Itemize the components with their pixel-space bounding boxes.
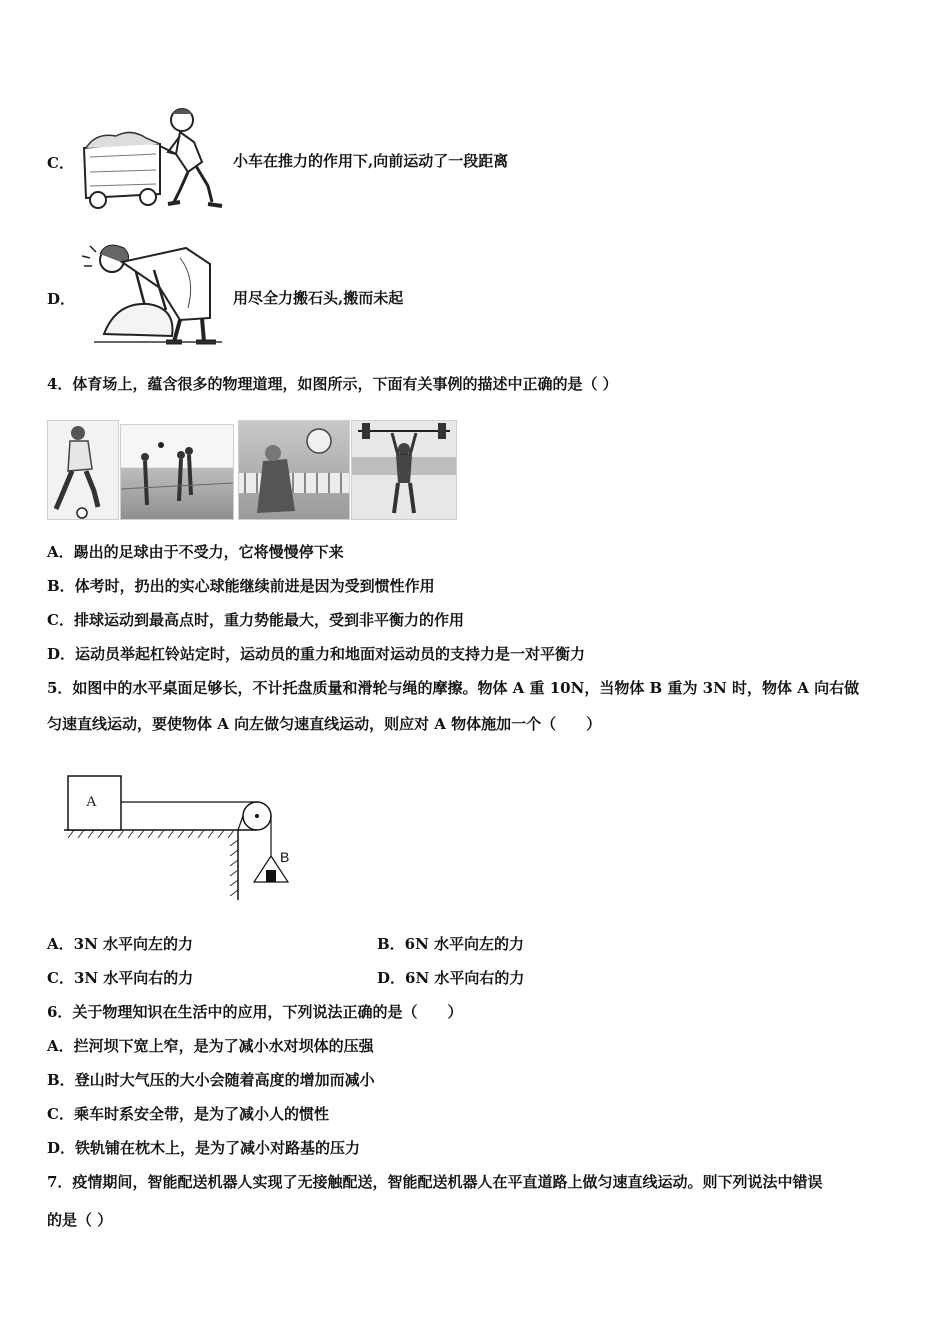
pushing-cart-illustration: [76, 102, 226, 212]
q5-stem-line1: 5．如图中的水平桌面足够长，不计托盘质量和滑轮与绳的摩擦。物体 A 重 10N，当物体 B 重为 3N 时，物体 A 向右做: [47, 679, 860, 697]
q6-stem: 6．关于物理知识在生活中的应用，下列说法正确的是（ ）: [47, 1003, 463, 1021]
block-a-label: A: [86, 794, 97, 810]
q3-option-c-label: C．: [47, 154, 74, 172]
q5-option-d: D．6N 水平向右的力: [377, 969, 525, 987]
soccer-kick-photo: [47, 420, 119, 520]
q4-option-b: B．体考时，扔出的实心球能继续前进是因为受到惯性作用: [47, 577, 435, 595]
q4-stem: 4．体育场上，蕴含很多的物理道理，如图所示，下面有关事例的描述中正确的是（ ）: [47, 375, 618, 393]
lifting-rock-illustration: [76, 238, 226, 348]
q6-option-c: C．乘车时系安全带，是为了减小人的惯性: [47, 1105, 329, 1123]
q4-option-d: D．运动员举起杠铃站定时，运动员的重力和地面对运动员的支持力是一对平衡力: [47, 645, 586, 663]
q5-stem-line2: 匀速直线运动，要使物体 A 向左做匀速直线运动，则应对 A 物体施加一个（ ）: [47, 715, 602, 733]
q5-option-b: B．6N 水平向左的力: [377, 935, 525, 953]
q7-stem-line2: 的是（ ）: [47, 1211, 113, 1229]
q7-stem-line1: 7．疫情期间，智能配送机器人实现了无接触配送，智能配送机器人在平直道路上做匀速直线运动。则下列说法中错误: [47, 1173, 823, 1191]
volleyball-photo: [238, 420, 350, 520]
pulley-diagram: [60, 770, 310, 910]
q5-option-a: A．3N 水平向左的力: [47, 935, 194, 953]
q6-option-a: A．拦河坝下宽上窄，是为了减小水对坝体的压强: [47, 1037, 374, 1055]
q3-option-d-caption: 用尽全力搬石头,搬而未起: [233, 289, 404, 307]
q6-option-d: D．铁轨铺在枕木上，是为了减小对路基的压力: [47, 1139, 361, 1157]
q5-option-c: C．3N 水平向右的力: [47, 969, 194, 987]
block-b-label: B: [280, 849, 290, 865]
weightlifting-photo: [351, 420, 457, 520]
ball-throw-photo: [120, 424, 234, 520]
q4-option-a: A．踢出的足球由于不受力，它将慢慢停下来: [47, 543, 344, 561]
q3-option-c-caption: 小车在推力的作用下,向前运动了一段距离: [233, 152, 509, 170]
q6-option-b: B．登山时大气压的大小会随着高度的增加而减小: [47, 1071, 375, 1089]
q4-option-c: C．排球运动到最高点时，重力势能最大，受到非平衡力的作用: [47, 611, 464, 629]
q3-option-d-label: D．: [47, 290, 76, 308]
